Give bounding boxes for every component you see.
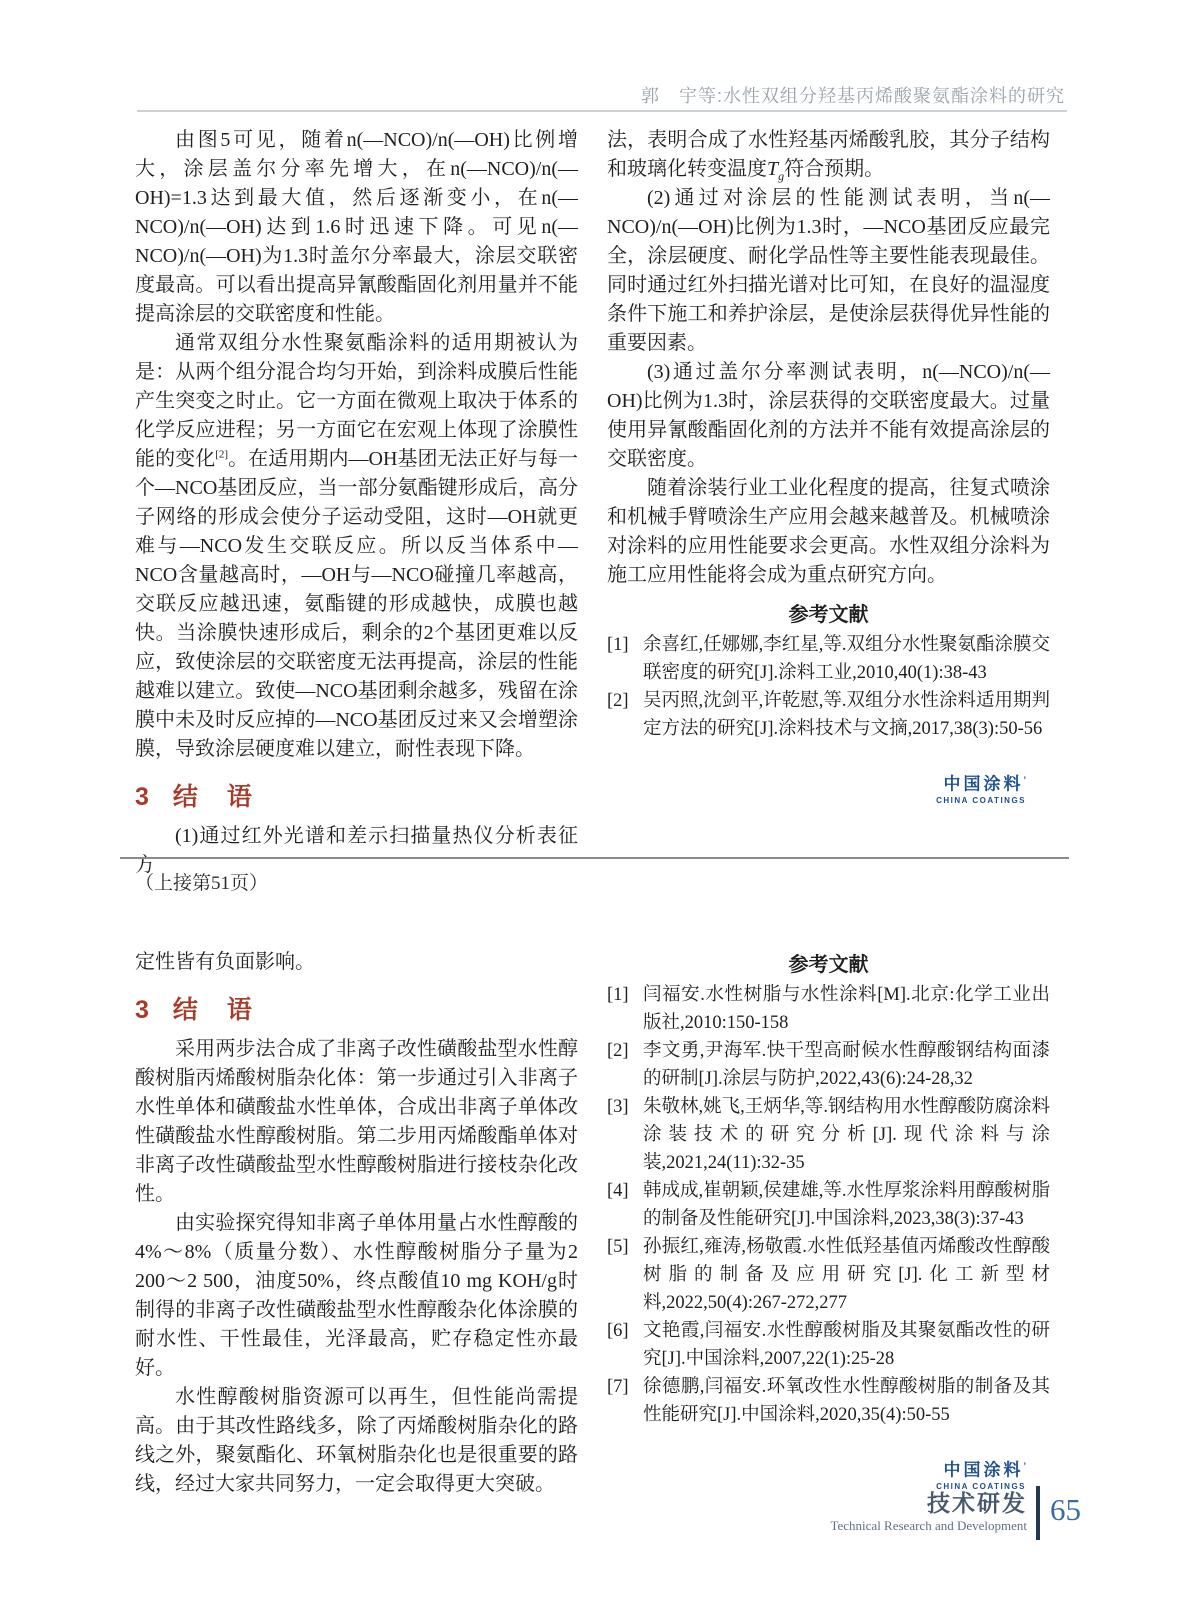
paragraph: 由实验探究得知非离子单体用量占水性醇酸的4%～8%（质量分数）、水性醇酸树脂分子量为2 200～2 500，油度50%，终点酸值10 mg KOH/g时制得的非离子改性磺酸盐型水性醇酸杂化体涂膜的耐水性、干性最佳，光泽最高，贮存稳定性亦最好。 xyxy=(135,1212,578,1379)
china-coatings-logo-en: CHINA COATINGS xyxy=(936,1481,1026,1491)
reference-label: [1] xyxy=(607,985,629,1005)
tg-symbol: $T_g$ xyxy=(767,158,785,183)
paragraph-text: 符合预期。 xyxy=(784,158,885,180)
reference-text: 韩成成,崔朝颖,侯建雄,等.水性厚浆涂料用醇酸树脂的制备及性能研究[J].中国涂料,2023,38(3):37-43 xyxy=(643,1181,1051,1229)
article2-left-column xyxy=(135,940,578,1499)
reference-list xyxy=(607,981,1050,1429)
section-heading-conclusion xyxy=(135,777,578,813)
reference-text: 余喜红,任娜娜,李红星,等.双组分水性聚氨酯涂膜交联密度的研究[J].涂料工业,2010,40(1):38-43 xyxy=(643,635,1051,683)
china-coatings-logo xyxy=(607,771,1026,805)
section-number: 3 xyxy=(135,996,149,1024)
article2 xyxy=(135,940,1050,1499)
paragraph: 水性醇酸树脂资源可以再生，但性能尚需提高。由于其改性路线多，除了丙烯酸树脂杂化的路线之外，聚氨酯化、环氧树脂杂化也是很重要的路线，经过大家共同努力，一定会取得更大突破。 xyxy=(135,1386,578,1495)
paragraph xyxy=(135,329,578,764)
paragraph-text: 。在适用期内—OH基团无法正好与每一个—NCO基团反应，当一部分氨酯键形成后，高分子网络的形成会使分子运动受阻，这时—OH就更难与—NCO发生交联反应。所以反当体系中—NCO含量越高时，—OH与—NCO碰撞几率越高，交联反应越迅速，氨酯键的形成越快，成膜也越快。当涂膜快速形成后，剩余的2个基团更难以反应，致使涂层的交联密度无法再提高，涂层的性能越难以建立。致使—NCO基团剩余越多，残留在涂膜中未及时反应掉的—NCO基团反过来又会增塑涂膜，导致涂层硬度难以建立，耐性表现下降。 xyxy=(135,448,579,760)
paragraph xyxy=(607,126,1050,184)
footer-section-labels xyxy=(830,1486,1027,1540)
reference-label: [3] xyxy=(607,1097,629,1117)
article2-right-column xyxy=(607,940,1050,1499)
reference-text: 李文勇,尹海军.快干型高耐候水性醇酸钢结构面漆的研制[J].涂层与防护,2022,43(6):24-28,32 xyxy=(643,1041,1050,1089)
section-title: 结 语 xyxy=(172,783,254,811)
reference-text: 徐德鹏,闫福安.环氧改性水性醇酸树脂的制备及其性能研究[J].中国涂料,2020,35(4):50-55 xyxy=(643,1377,1050,1425)
article1 xyxy=(135,126,1050,880)
reference-label: [4] xyxy=(607,1181,629,1201)
reference-text: 文艳霞,闫福安.水性醇酸树脂及其聚氨酯改性的研究[J].中国涂料,2007,22(1):25-28 xyxy=(643,1321,1050,1369)
paragraph: 定性皆有负面影响。 xyxy=(135,951,315,973)
logo-trademark: ’ xyxy=(1023,775,1026,785)
header-rule xyxy=(137,110,1067,112)
references-heading: 参考文献 xyxy=(788,954,869,976)
paragraph-text: 通常双组分水性聚氨酯涂料的适用期被认为是：从两个组分混合均匀开始，到涂料成膜后性能产生突变之时止。它一方面在微观上取决于体系的化学反应进程；另一方面它在宏观上体现了涂膜性能的变化 xyxy=(135,332,578,470)
reference-label: [1] xyxy=(607,635,629,655)
reference-item xyxy=(607,1037,1050,1093)
reference-text: 朱敬林,姚飞,王炳华,等.钢结构用水性醇酸防腐涂料涂装技术的研究分析[J].现代涂料与涂装,2021,24(11):32-35 xyxy=(643,1097,1051,1173)
reference-item xyxy=(607,981,1050,1037)
paragraph: (2)通过对涂层的性能测试表明，当n(—NCO)/n(—OH)比例为1.3时，—NCO基团反应最完全，涂层硬度、耐化学品性等主要性能表现最佳。同时通过红外扫描光谱对比可知，在良好的温湿度条件下施工和养护涂层，是使涂层获得优异性能的重要因素。 xyxy=(607,187,1050,354)
reference-label: [2] xyxy=(607,691,629,711)
page-number: 65 xyxy=(1050,1492,1081,1527)
reference-label: [2] xyxy=(607,1041,629,1061)
paragraph: (3)通过盖尔分率测试表明，n(—NCO)/n(—OH)比例为1.3时，涂层获得的交联密度最大。过量使用异氰酸酯固化剂的方法并不能有效提高涂层的交联密度。 xyxy=(607,361,1050,470)
reference-text: 闫福安.水性树脂与水性涂料[M].北京:化学工业出版社,2010:150-158 xyxy=(643,985,1050,1033)
reference-label: [7] xyxy=(607,1377,629,1397)
section-number: 3 xyxy=(135,783,149,811)
reference-list xyxy=(607,631,1050,743)
section-title: 结 语 xyxy=(172,996,254,1024)
page-footer xyxy=(830,1486,1081,1540)
reference-item xyxy=(607,631,1050,687)
reference-item xyxy=(607,687,1050,743)
article1-left-column xyxy=(135,126,578,880)
reference-label: [5] xyxy=(607,1237,629,1257)
china-coatings-logo-cn: 中国涂料’ xyxy=(943,774,1026,794)
running-header xyxy=(135,82,1065,108)
reference-item xyxy=(607,1233,1050,1317)
reference-label: [6] xyxy=(607,1321,629,1341)
reference-item xyxy=(607,1373,1050,1429)
paragraph: (1)通过红外光谱和差示扫描量热仪分析表征方 xyxy=(135,825,578,876)
paragraph-text: 法，表明合成了水性羟基丙烯酸乳胶，其分子结构和玻璃化转变温度 xyxy=(607,129,1050,180)
reference-text: 吴丙照,沈剑平,许乾慰,等.双组分水性涂料适用期判定方法的研究[J].涂料技术与文摘,2017,38(3):50-56 xyxy=(643,691,1051,739)
running-header-title: 郭 宇等:水性双组分羟基丙烯酸聚氨酯涂料的研究 xyxy=(641,86,1065,106)
reference-item xyxy=(607,1317,1050,1373)
paragraph: 由图5可见，随着n(—NCO)/n(—OH)比例增大，涂层盖尔分率先增大，在n(—NCO)/n(—OH)=1.3达到最大值，然后逐渐变小，在n(—NCO)/n(—OH)达到1.6时迅速下降。可见n(—NCO)/n(—OH)为1.3时盖尔分率最大，涂层交联密度最高。可以看出提高异氰酸酯固化剂用量并不能提高涂层的交联密度和性能。 xyxy=(135,129,578,325)
footer-section-cn: 技术研发 xyxy=(927,1490,1027,1516)
section-heading-conclusion xyxy=(135,990,578,1026)
citation-superscript: [2] xyxy=(215,448,229,461)
references-heading: 参考文献 xyxy=(788,604,869,626)
continued-from-note: （上接第51页） xyxy=(135,873,269,894)
footer-section-en: Technical Research and Development xyxy=(830,1518,1027,1533)
paragraph: 采用两步法合成了非离子改性磺酸盐型水性醇酸树脂丙烯酸树脂杂化体：第一步通过引入非离子水性单体和磺酸盐水性单体，合成出非离子单体改性磺酸盐水性醇酸树脂。第二步用丙烯酸酯单体对非离子改性磺酸盐型水性醇酸树脂进行接枝杂化改性。 xyxy=(135,1038,578,1205)
china-coatings-logo-cn: 中国涂料’ xyxy=(943,1460,1026,1480)
section-divider-rule xyxy=(120,857,1069,859)
china-coatings-logo-en: CHINA COATINGS xyxy=(936,795,1026,805)
reference-text: 孙振红,雍涛,杨敬霞.水性低羟基值丙烯酸改性醇酸树脂的制备及应用研究[J].化工新型材料,2022,50(4):267-272,277 xyxy=(643,1237,1050,1313)
logo-trademark: ’ xyxy=(1023,1461,1026,1471)
reference-item xyxy=(607,1177,1050,1233)
article1-right-column xyxy=(607,126,1050,880)
paragraph: 随着涂装行业工业化程度的提高，往复式喷涂和机械手臂喷涂生产应用会越来越普及。机械喷涂对涂料的应用性能要求会更高。水性双组分涂料为施工应用性能将会成为重点研究方向。 xyxy=(607,477,1050,586)
reference-item xyxy=(607,1093,1050,1177)
